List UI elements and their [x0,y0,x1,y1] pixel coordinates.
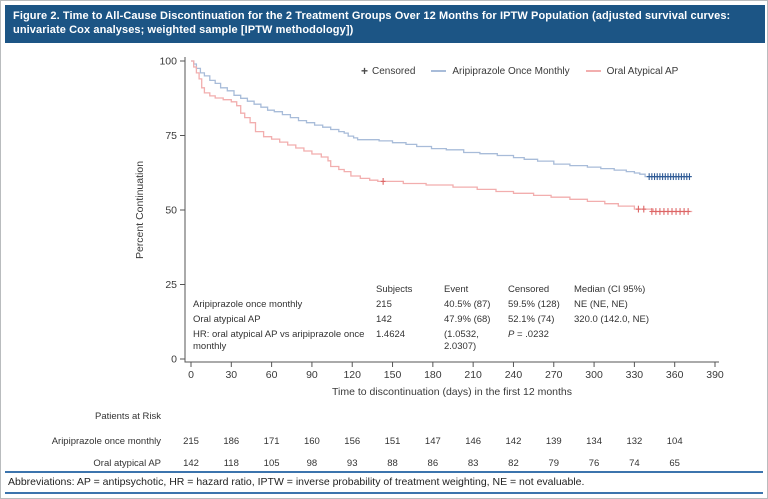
x-tick-label: 180 [424,369,442,381]
stats-header-censored: Censored [508,284,550,295]
y-tick-label: 100 [159,55,177,68]
stats-cell-median: NE (NE, NE) [574,299,628,310]
figure-title: Figure 2. Time to All-Cause Discontinuation for the 2 Treatment Groups Over 12 Months for IPTW Population (adjusted survival curves: univariate Cox analyses; weighted sample [IPTW methodology]) [13,10,731,37]
legend-swatch-oral [586,70,601,72]
y-tick-label: 50 [165,204,177,217]
inset-stats-table [193,284,724,353]
at-risk-count: 151 [384,436,401,447]
at-risk-count: 146 [465,436,482,447]
stats-header-event: Event [444,284,469,295]
censored-plus-icon: + [361,64,369,78]
y-tick-label: 75 [165,130,177,142]
survival-curve-aripiprazole-once-monthly [191,61,691,177]
x-tick-label: 90 [306,369,318,381]
at-risk-count: 65 [669,458,680,469]
stats-cell-subjects: 215 [376,299,392,310]
chart-legend [361,65,678,77]
stats-cell-event: 47.9% (68) [444,314,491,325]
x-tick-label: 300 [585,369,603,381]
p-italic: P [508,329,515,340]
stats-row-label: Oral atypical AP [193,314,261,325]
legend-item-oral [586,66,679,77]
at-risk-count: 139 [545,436,562,447]
stats-header-blank [193,284,376,298]
at-risk-count: 142 [183,458,199,469]
at-risk-count: 171 [263,436,280,447]
stats-header-median: Median (CI 95%) [574,284,646,295]
at-risk-count: 160 [303,436,320,447]
y-tick-label: 25 [165,279,177,291]
at-risk-count: 105 [263,458,280,469]
stats-cell-median [574,329,724,353]
at-risk-count: 83 [467,458,479,469]
legend-censored-label: Censored [372,65,416,77]
stats-cell-subjects: 1.4624 [376,329,406,340]
at-risk-label-aom: Aripiprazole once monthly [51,436,161,447]
at-risk-label-oral: Oral atypical AP [93,458,161,469]
stats-cell-event: (1.0532, 2.0307) [444,329,479,352]
stats-row-label: HR: oral atypical AP vs aripiprazole once monthly [193,329,365,352]
x-tick-label: 120 [343,369,361,381]
survival-curve-oral-atypical-ap [191,61,692,212]
stats-row-label: Aripiprazole once monthly [193,299,303,310]
y-axis-title: Percent Continuation [134,160,146,260]
at-risk-count: 215 [183,436,199,447]
at-risk-count: 118 [223,458,239,469]
at-risk-count: 98 [306,458,318,469]
at-risk-count: 93 [346,458,358,469]
at-risk-count: 88 [387,458,398,469]
stats-cell-median: 320.0 (142.0, NE) [574,314,649,325]
x-tick-label: 360 [665,369,684,381]
x-tick-label: 240 [504,369,523,381]
at-risk-count: 142 [505,436,522,447]
legend-item-aom [431,66,569,77]
legend-swatch-aom [431,70,446,72]
x-tick-label: 150 [383,369,402,381]
at-risk-count: 86 [427,458,439,469]
stats-cell-subjects: 142 [376,314,392,325]
x-tick-label: 330 [625,369,644,381]
y-tick-label: 0 [171,353,177,366]
stats-cell-censored: 52.1% (74) [508,314,555,325]
abbreviations-bar [5,471,763,494]
patients-at-risk-title: Patients at Risk [95,411,161,422]
at-risk-count: 79 [548,458,560,469]
at-risk-count: 156 [344,436,361,447]
x-tick-label: 270 [545,369,563,381]
x-tick-label: 210 [464,369,482,381]
stats-cell-pvalue: P = .0232 [508,329,549,340]
at-risk-count: 74 [629,458,640,469]
x-tick-label: 0 [188,369,194,381]
at-risk-count: 186 [223,436,240,447]
at-risk-count: 76 [588,458,600,469]
abbreviations-text: Abbreviations: AP = antipsychotic, HR = hazard ratio, IPTW = inverse probability of treatment weighting, NE = not evaluable. [8,476,585,488]
figure-title-bar [5,5,765,43]
legend-item-censored [361,65,415,77]
at-risk-count: 132 [626,436,643,447]
x-tick-label: 30 [225,369,238,381]
x-tick-label: 60 [265,369,278,381]
at-risk-count: 147 [424,436,441,447]
stats-header-subjects: Subjects [376,284,413,295]
at-risk-count: 134 [586,436,602,447]
stats-cell-censored: 59.5% (128) [508,299,560,310]
x-axis-title: Time to discontinuation (days) in the first 12 months [331,386,573,398]
legend-aom-label: Aripiprazole Once Monthly [452,65,570,77]
legend-oral-label: Oral Atypical AP [606,65,679,77]
at-risk-count: 104 [666,436,683,447]
at-risk-count: 82 [508,458,519,469]
stats-cell-event: 40.5% (87) [444,299,491,310]
x-tick-label: 390 [706,369,724,381]
